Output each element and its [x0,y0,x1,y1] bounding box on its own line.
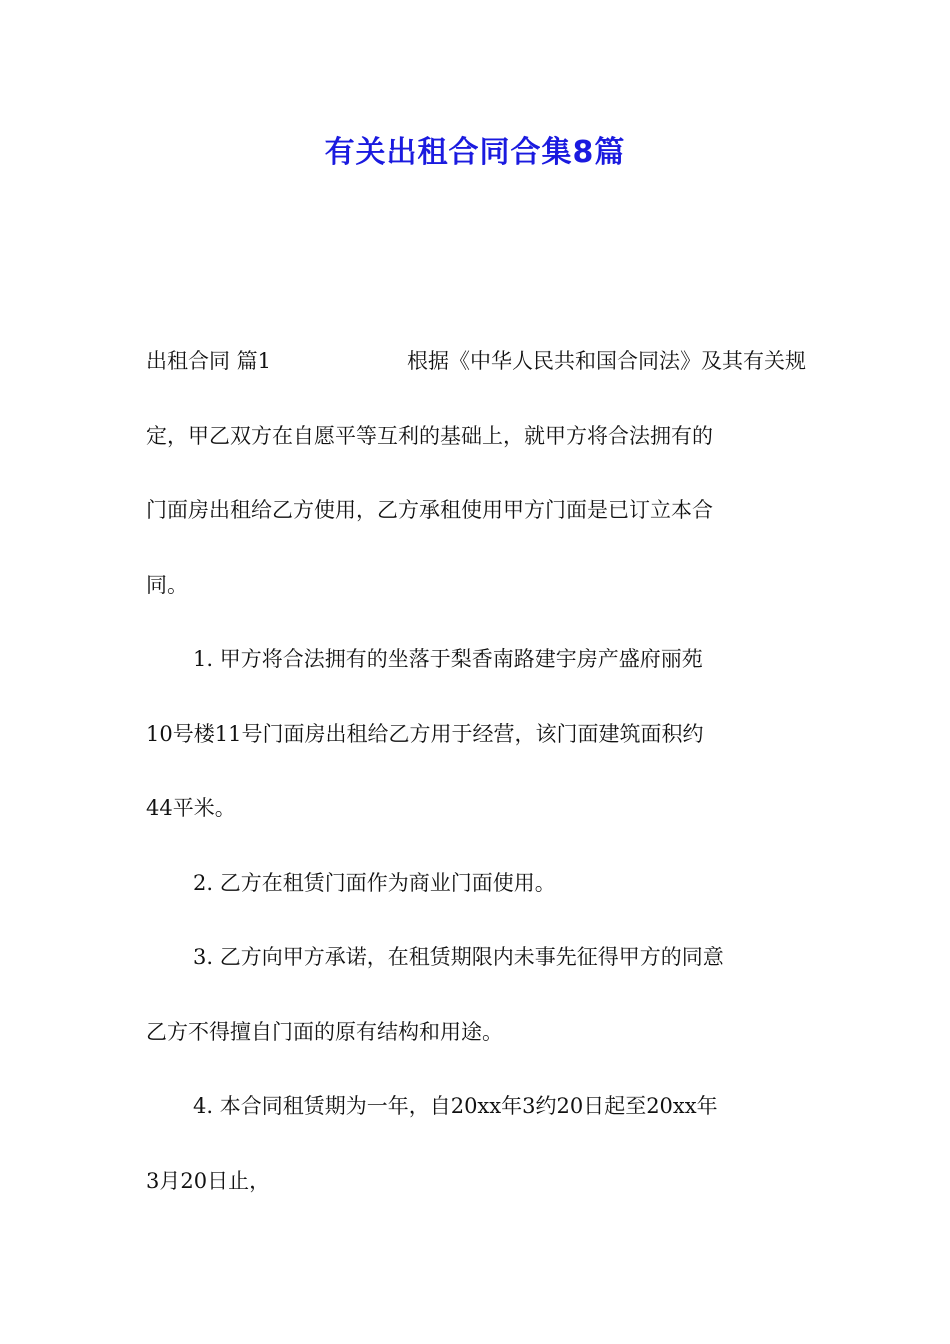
paragraph-line [146,1008,806,1083]
paragraph-text: 定，甲乙双方在自愿平等互利的基础上，就甲方将合法拥有的 [146,423,713,448]
paragraph-text: 根据《中华人民共和国合同法》及其有关规 [407,349,806,373]
clause-text: 2. 乙方在租赁门面作为商业门面使用。 [193,870,556,895]
paragraph-text: 门面房出租给乙方使用，乙方承租使用甲方门面是已订立本合 [146,498,713,522]
document-title: 有关出租合同合集8篇 [324,135,626,170]
paragraph-line [146,859,806,934]
paragraph-line [146,1082,806,1157]
paragraph-line [146,635,806,710]
clause-text: 3. 乙方向甲方承诺，在租赁期限内未事先征得甲方的同意 [193,945,724,969]
paragraph-line [146,784,806,859]
paragraph-line [146,1157,806,1232]
paragraph-line [146,412,806,487]
paragraph-line [146,337,806,412]
section-heading: 出租合同 篇1 [146,349,272,373]
paragraph-line [146,933,806,1008]
paragraph-line [146,561,806,636]
paragraph-line [146,710,806,785]
document-body [146,337,806,1231]
clause-text: 4. 本合同租赁期为一年，自20xx年3约20日起至20xx年 [193,1094,718,1118]
clause-text: 10号楼11号门面房出租给乙方用于经营，该门面建筑面积约 [146,721,704,746]
clause-text: 44平米。 [146,796,236,820]
clause-text: 3月20日止， [146,1168,271,1193]
clause-text: 乙方不得擅自门面的原有结构和用途。 [146,1019,503,1044]
paragraph-text: 同。 [146,572,188,597]
clause-text: 1. 甲方将合法拥有的坐落于梨香南路建宇房产盛府丽苑 [193,647,703,671]
paragraph-line [146,486,806,561]
